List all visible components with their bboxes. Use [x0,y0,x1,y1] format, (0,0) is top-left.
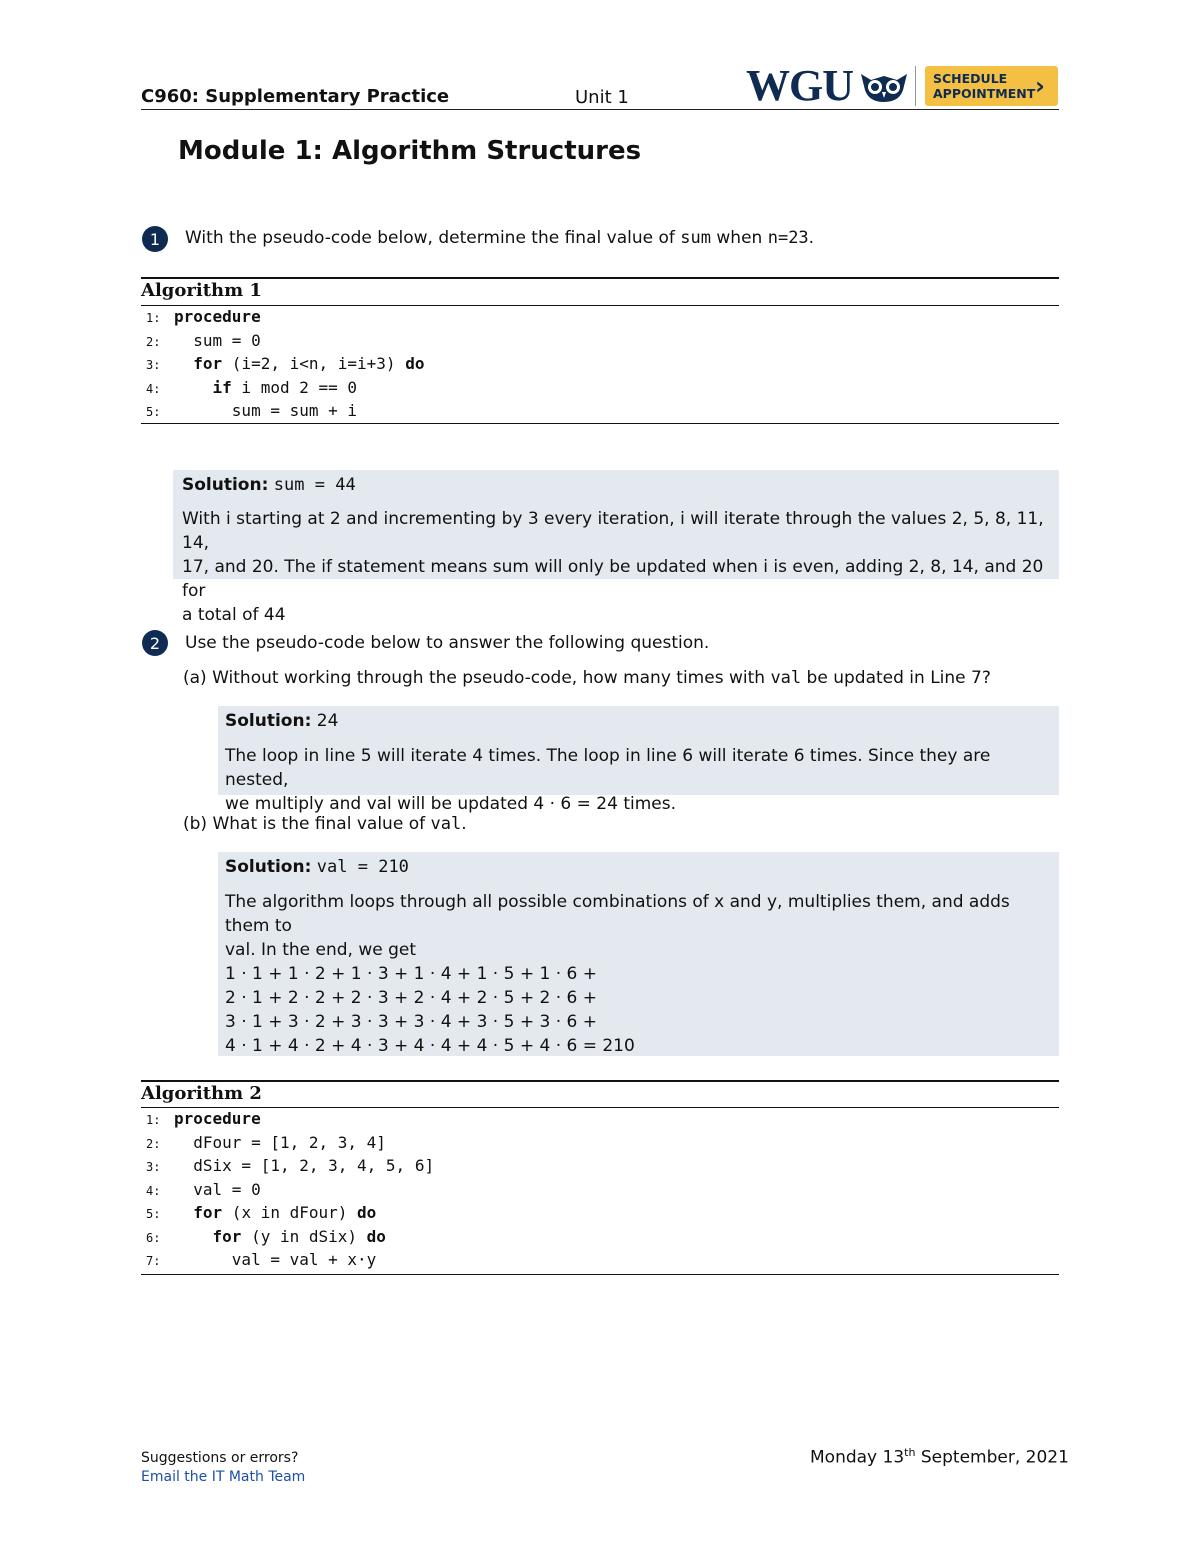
code-line: 5: for (x in dFour) do [146,1201,434,1225]
code-line: 4: val = 0 [146,1178,434,1202]
question-1-text: With the pseudo-code below, determine the final value of sum when n=23. [185,228,815,248]
line-number: 2: [146,334,161,349]
line-number: 4: [146,1183,161,1198]
line-number: 1: [146,311,161,325]
footer-date: Monday 13th September, 2021 [810,1446,1069,1468]
wgu-logo-text: WGU [746,61,853,110]
sum-row: 2 · 1 + 2 · 2 + 2 · 3 + 2 · 4 + 2 · 5 + 2 · 6 + [225,988,597,1008]
algorithm-2-code [146,1107,434,1272]
solution-1-body: With i starting at 2 and incrementing by 3 every iteration, i will iterate through the values 2, 5, 8, 11, 14, 17, and 20. The if statement means sum will only be updated when i is even, adding 2, 8, 14, and 20 for a total of 44 [182,509,1044,625]
algorithm-1-top-rule [141,277,1059,279]
sum-row: 3 · 1 + 3 · 2 + 3 · 3 + 3 · 4 + 3 · 5 + 3 · 6 + [225,1012,597,1032]
line-number: 2: [146,1136,161,1151]
solution-2a-box [218,706,1059,814]
line-number: 3: [146,358,161,372]
logo-divider [915,66,916,106]
footer-suggestions: Suggestions or errors? [141,1450,299,1466]
solution-2b-header: Solution: val = 210 [225,857,409,877]
algorithm-1-caption: Algorithm 1 [141,280,262,301]
solution-1-header: Solution: sum = 44 [182,475,356,495]
chevron-right-icon: › [1035,72,1045,100]
sum-row: 1 · 1 + 1 · 2 + 1 · 3 + 1 · 4 + 1 · 5 + 1 · 6 + [225,964,597,984]
code-line: 2: dFour = [1, 2, 3, 4] [146,1131,434,1155]
code-line: 6: for (y in dSix) do [146,1225,434,1249]
module-title: Module 1: Algorithm Structures [178,136,642,166]
line-number: 3: [146,1160,161,1174]
code-line: 3: for (i=2, i<n, i=i+3) do [146,352,424,376]
question-2a-text: (a) Without working through the pseudo-code, how many times with val be updated in Line 7? [183,668,991,688]
owl-icon [859,68,909,104]
schedule-appointment-label: SCHEDULE APPOINTMENT [933,71,1036,101]
algorithm-1-code [146,305,424,423]
code-line: 4: if i mod 2 == 0 [146,376,424,400]
question-2-text: Use the pseudo-code below to answer the following question. [185,633,710,653]
course-title: C960: Supplementary Practice [141,86,450,107]
line-number: 6: [146,1230,161,1245]
solution-2a-body: The loop in line 5 will iterate 4 times. The loop in line 6 will iterate 6 times. Since they are nested, we multiply and val will be updated 4 · 6 = 24 times. [225,746,991,814]
code-line: 3: dSix = [1, 2, 3, 4, 5, 6] [146,1154,434,1178]
algorithm-2-bottom-rule [141,1274,1059,1275]
header-rule [141,109,1059,110]
question-number-badge: 2 [142,630,168,656]
line-number: 5: [146,405,161,419]
code-line: 1: procedure [146,1107,434,1131]
code-line: 1: procedure [146,305,424,329]
email-team-link[interactable]: Email the IT Math Team [141,1469,306,1485]
algorithm-2-top-rule [141,1080,1059,1082]
sum-row: 4 · 1 + 4 · 2 + 4 · 3 + 4 · 4 + 4 · 5 + 4 · 6 = 210 [225,1036,635,1056]
unit-label: Unit 1 [575,87,629,108]
algorithm-1-bottom-rule [141,423,1059,424]
line-number: 7: [146,1254,161,1268]
algorithm-2-caption: Algorithm 2 [141,1083,262,1104]
line-number: 4: [146,381,161,396]
question-number-badge: 1 [142,226,168,252]
line-number: 1: [146,1113,161,1127]
question-2b-text: (b) What is the final value of val. [183,814,467,834]
code-line: 7: val = val + x·y [146,1248,434,1272]
schedule-appointment-button[interactable] [925,66,1058,106]
code-line: 5: sum = sum + i [146,399,424,423]
solution-2b-box [218,852,1059,1056]
solution-2b-body: The algorithm loops through all possible combinations of x and y, multiplies them, and adds them to val. In the end, we get 1 · 1 + 1 · 2 + 1 · 3 + 1 · 4 + 1 · 5 + 1 · 6 + 2 · 1 + 2 · 2 + 2 · 3 + 2 · 4 + 2 · 5 + 2 · 6 + 3 · 1 + 3 · 2 + 3 · 3 + 3 · 4 + 3 · 5 + 3 · 6 + 4 · 1 + 4 · 2 + 4 · 3 + 4 · 4 + 4 · 5 + 4 · 6 = 210 [225,890,1055,1058]
wgu-logo [746,61,926,110]
solution-2a-header: Solution: 24 [225,711,339,731]
line-number: 5: [146,1207,161,1221]
solution-1-box [173,470,1059,625]
code-line: 2: sum = 0 [146,329,424,353]
